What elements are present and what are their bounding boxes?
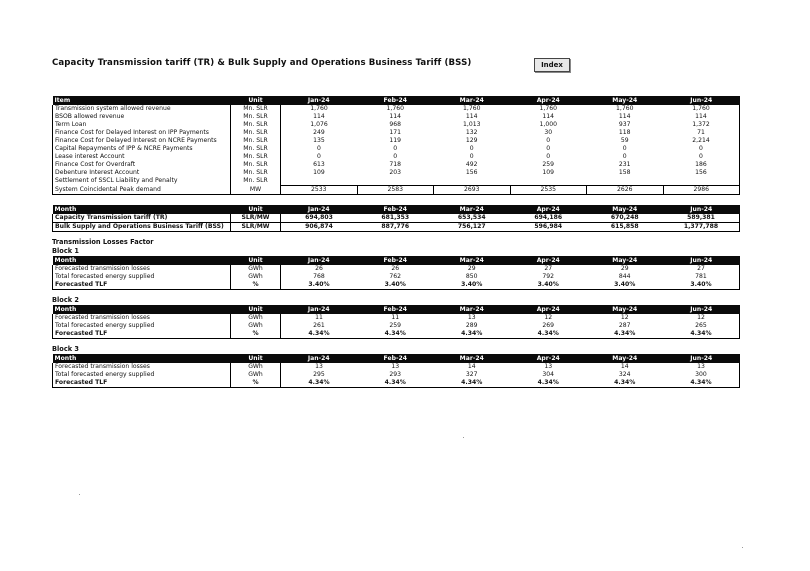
table-row [53,161,740,169]
row-value: 1,013 [463,121,481,128]
row-value: 114 [313,113,325,120]
tlf-block-2-table [52,305,740,339]
row-value: 681,353 [357,214,434,223]
row-value: 11 [315,314,323,321]
row-value: 2693 [434,186,511,195]
column-header-month: Jun-24 [663,305,740,314]
row-value: 2533 [281,186,358,195]
tlf-block-3-header [53,354,740,363]
row-value: 4.34% [434,330,511,339]
row-value [281,177,358,186]
row-value: 259 [542,161,555,168]
row-label: Settlement of SSCL Liability and Penalty [53,177,231,186]
row-label: Total forecasted energy supplied [53,322,231,330]
tlf-block-3-table [52,354,740,388]
row-unit: Mn. SLR [231,145,281,153]
row-value: 670,248 [587,214,664,223]
column-header-month: Feb-24 [357,256,434,265]
row-value: 3.40% [587,281,664,290]
row-value [357,177,434,186]
row-value: 0 [469,153,474,160]
column-header-month: Feb-24 [357,205,434,214]
row-unit: Mn. SLR [231,105,281,113]
table-row [53,105,740,113]
row-value: 265 [663,322,740,330]
row-label: Lease interest Account [53,153,231,161]
row-value: 0 [469,145,474,152]
row-value: 0 [393,145,398,152]
column-header-month: Mar-24 [434,96,511,105]
row-value: 850 [465,273,478,280]
row-value: 29 [467,265,476,272]
row-value: 261 [313,322,325,329]
row-value: 14 [467,363,476,370]
row-value: 287 [618,322,631,329]
row-value: 26 [391,265,400,272]
table-row [53,281,740,290]
row-value: 4.34% [434,379,511,388]
row-value: 653,534 [434,214,511,223]
row-value: 1,760 [386,105,404,112]
block-3-label: Block 3 [52,345,79,353]
column-header-item: Month [53,305,231,314]
row-value: 26 [315,265,323,272]
row-unit: SLR/MW [231,214,281,223]
column-header-item: Month [53,354,231,363]
row-value: 4.34% [510,330,587,339]
row-value: 2583 [357,186,434,195]
index-button[interactable]: Index [534,58,570,72]
block-1-label: Block 1 [52,247,79,255]
table-row [53,145,740,153]
table-row [53,177,740,186]
row-value: 114 [618,113,631,120]
row-value: 14 [620,363,629,370]
row-value: 59 [620,137,629,144]
column-header-month: Feb-24 [357,305,434,314]
row-value: 2,214 [663,137,740,145]
table-row [53,371,740,379]
row-value: 1,377,788 [663,223,740,232]
row-value: 13 [315,363,323,370]
column-header-month: May-24 [587,205,664,214]
row-value: 156 [663,169,740,177]
row-label: Capital Repayments of IPP & NCRE Payments [53,145,231,153]
column-header-month: Jan-24 [281,354,358,363]
row-value: 71 [663,129,740,137]
column-header-month: Jan-24 [281,96,358,105]
row-value: 109 [542,169,555,176]
table-row [53,265,740,273]
row-value: 1,760 [663,105,740,113]
row-value: 13 [544,363,553,370]
scan-speck [742,547,743,548]
row-value: 1,076 [310,121,328,128]
row-value: 114 [389,113,402,120]
column-header-month: Apr-24 [510,305,587,314]
row-value: 11 [391,314,400,321]
tlf-block-2-header [53,305,740,314]
row-label: Total forecasted energy supplied [53,273,231,281]
column-header-item: Month [53,205,231,214]
scan-speck [463,437,464,438]
row-unit: Mn. SLR [231,129,281,137]
row-value: 0 [663,145,740,153]
row-value: 156 [465,169,478,176]
table-row [53,121,740,129]
row-label: Forecasted TLF [53,281,231,290]
row-value: 118 [618,129,631,136]
tariff-table [52,205,740,232]
row-unit: MW [231,186,281,195]
column-header-unit: Unit [231,354,281,363]
row-value: 1,760 [616,105,634,112]
column-header-month: Jan-24 [281,205,358,214]
row-value: 756,127 [434,223,511,232]
row-value: 289 [465,322,478,329]
row-value: 12 [663,314,740,322]
table-row [53,330,740,339]
row-value: 0 [317,145,321,152]
column-header-month: May-24 [587,96,664,105]
row-unit: Mn. SLR [231,137,281,145]
table-row [53,169,740,177]
block-2-label: Block 2 [52,296,79,304]
row-value: 4.34% [357,330,434,339]
row-unit: GWh [231,273,281,281]
row-value: 13 [663,363,740,371]
table-row [53,186,740,195]
column-header-month: Feb-24 [357,354,434,363]
row-value: 4.34% [281,379,358,388]
row-value: 132 [465,129,478,136]
column-header-unit: Unit [231,96,281,105]
row-value: 3.40% [281,281,358,290]
row-value: 1,372 [663,121,740,129]
row-value: 3.40% [663,281,740,290]
row-unit: GWh [231,314,281,322]
column-header-month: May-24 [587,305,664,314]
table-row [53,153,740,161]
row-value: 249 [313,129,325,136]
row-label: Total forecasted energy supplied [53,371,231,379]
table-row [53,273,740,281]
table-row [53,214,740,223]
row-value: 1,760 [463,105,481,112]
row-value: 327 [465,371,478,378]
column-header-month: Mar-24 [434,354,511,363]
row-value: 324 [618,371,631,378]
column-header-month: Mar-24 [434,256,511,265]
row-value: 906,874 [281,223,358,232]
column-header-month: Feb-24 [357,96,434,105]
row-value: 781 [663,273,740,281]
table-row [53,363,740,371]
row-value: 269 [542,322,555,329]
row-value: 295 [313,371,325,378]
row-value [510,177,587,186]
scan-speck [79,494,80,495]
row-label: Finance Cost for Overdraft [53,161,231,169]
row-value: 13 [467,314,476,321]
row-value: 29 [620,265,629,272]
column-header-month: Jun-24 [663,256,740,265]
row-value: 203 [389,169,402,176]
row-label: Finance Cost for Delayed Interest on NCRE Payments [53,137,231,145]
row-value: 2986 [663,186,740,195]
revenue-table-header [53,96,740,105]
row-value: 135 [313,137,325,144]
row-value: 300 [663,371,740,379]
row-value: 613 [313,161,325,168]
table-row [53,322,740,330]
column-header-month: Apr-24 [510,205,587,214]
row-value: 0 [317,153,321,160]
row-label: Forecasted TLF [53,379,231,388]
row-value: 844 [618,273,631,280]
row-unit: Mn. SLR [231,113,281,121]
row-value: 4.34% [357,379,434,388]
tariff-table-header [53,205,740,214]
row-value [663,177,740,186]
row-value: 186 [663,161,740,169]
row-value: 589,381 [663,214,740,223]
row-value: 2626 [587,186,664,195]
row-value: 12 [620,314,629,321]
row-unit: GWh [231,371,281,379]
column-header-unit: Unit [231,305,281,314]
row-value: 0 [546,137,551,144]
row-value: 887,776 [357,223,434,232]
row-value: 0 [393,153,398,160]
column-header-item: Month [53,256,231,265]
table-row [53,113,740,121]
row-value: 231 [618,161,631,168]
row-unit: % [231,281,281,290]
column-header-month: Jun-24 [663,96,740,105]
tlf-block-1-header [53,256,740,265]
row-value: 596,984 [510,223,587,232]
row-label: Bulk Supply and Operations Business Tariff (BSS) [53,223,231,232]
row-value: 13 [391,363,400,370]
row-unit: GWh [231,363,281,371]
row-value: 937 [618,121,631,128]
row-value: 1,760 [539,105,557,112]
row-value: 968 [389,121,402,128]
row-label: Forecasted transmission losses [53,363,231,371]
row-value: 1,760 [310,105,328,112]
row-value: 694,186 [510,214,587,223]
row-value: 12 [544,314,553,321]
row-value: 1,000 [539,121,557,128]
row-label: Debenture Interest Account [53,169,231,177]
row-label: Term Loan [53,121,231,129]
row-value: 0 [546,153,551,160]
row-value: 129 [465,137,478,144]
page-title: Capacity Transmission tariff (TR) & Bulk Supply and Operations Business Tariff (BSS) [52,58,472,68]
table-row [53,379,740,388]
row-unit: GWh [231,322,281,330]
table-row [53,314,740,322]
row-value: 762 [389,273,402,280]
row-unit: % [231,379,281,388]
row-value: 694,803 [281,214,358,223]
row-value: 3.40% [510,281,587,290]
row-value [434,177,511,186]
row-label: Capacity Transmission tariff (TR) [53,214,231,223]
row-value: 4.34% [281,330,358,339]
row-value: 0 [663,153,740,161]
row-value: 492 [465,161,478,168]
row-value: 3.40% [357,281,434,290]
row-value: 114 [663,113,740,121]
row-value: 259 [389,322,402,329]
row-label: Finance Cost for Delayed Interest on IPP Payments [53,129,231,137]
row-value: 4.34% [510,379,587,388]
row-value: 158 [618,169,631,176]
column-header-month: Jun-24 [663,205,740,214]
column-header-unit: Unit [231,256,281,265]
row-value: 0 [622,145,627,152]
row-unit: % [231,330,281,339]
row-value: 768 [313,273,325,280]
row-value: 4.34% [587,330,664,339]
column-header-month: Apr-24 [510,354,587,363]
row-value: 114 [465,113,478,120]
row-unit: GWh [231,265,281,273]
row-value: 615,858 [587,223,664,232]
row-value: 4.34% [587,379,664,388]
revenue-table [52,96,740,195]
column-header-month: May-24 [587,354,664,363]
row-value: 171 [389,129,402,136]
column-header-month: Mar-24 [434,305,511,314]
row-label: Forecasted TLF [53,330,231,339]
row-value: 792 [542,273,555,280]
row-label: BSOB allowed revenue [53,113,231,121]
row-unit: Mn. SLR [231,169,281,177]
column-header-month: Jan-24 [281,305,358,314]
row-unit: Mn. SLR [231,121,281,129]
column-header-month: Apr-24 [510,256,587,265]
row-value: 3.40% [434,281,511,290]
row-unit: Mn. SLR [231,161,281,169]
row-value: 27 [544,265,553,272]
row-value: 0 [622,153,627,160]
table-row [53,137,740,145]
column-header-month: May-24 [587,256,664,265]
column-header-unit: Unit [231,205,281,214]
row-value: 0 [546,145,551,152]
row-unit: Mn. SLR [231,177,281,186]
row-label: System Coincidental Peak demand [53,186,231,195]
row-value: 119 [389,137,402,144]
column-header-item: Item [53,96,231,105]
tlf-block-1-table [52,256,740,290]
column-header-month: Mar-24 [434,205,511,214]
row-label: Forecasted transmission losses [53,265,231,273]
row-value: 114 [542,113,555,120]
row-label: Transmission system allowed revenue [53,105,231,113]
row-value [587,177,664,186]
row-value: 718 [389,161,402,168]
row-unit: SLR/MW [231,223,281,232]
row-value: 2535 [510,186,587,195]
table-row [53,223,740,232]
column-header-month: Jun-24 [663,354,740,363]
table-row [53,129,740,137]
row-value: 27 [663,265,740,273]
row-value: 4.34% [663,330,740,339]
row-value: 30 [544,129,553,136]
row-label: Forecasted transmission losses [53,314,231,322]
column-header-month: Jan-24 [281,256,358,265]
row-value: 109 [313,169,325,176]
tlf-heading: Transmission Losses Factor [52,238,154,246]
column-header-month: Apr-24 [510,96,587,105]
row-unit: Mn. SLR [231,153,281,161]
row-value: 293 [389,371,402,378]
row-value: 304 [542,371,555,378]
row-value: 4.34% [663,379,740,388]
